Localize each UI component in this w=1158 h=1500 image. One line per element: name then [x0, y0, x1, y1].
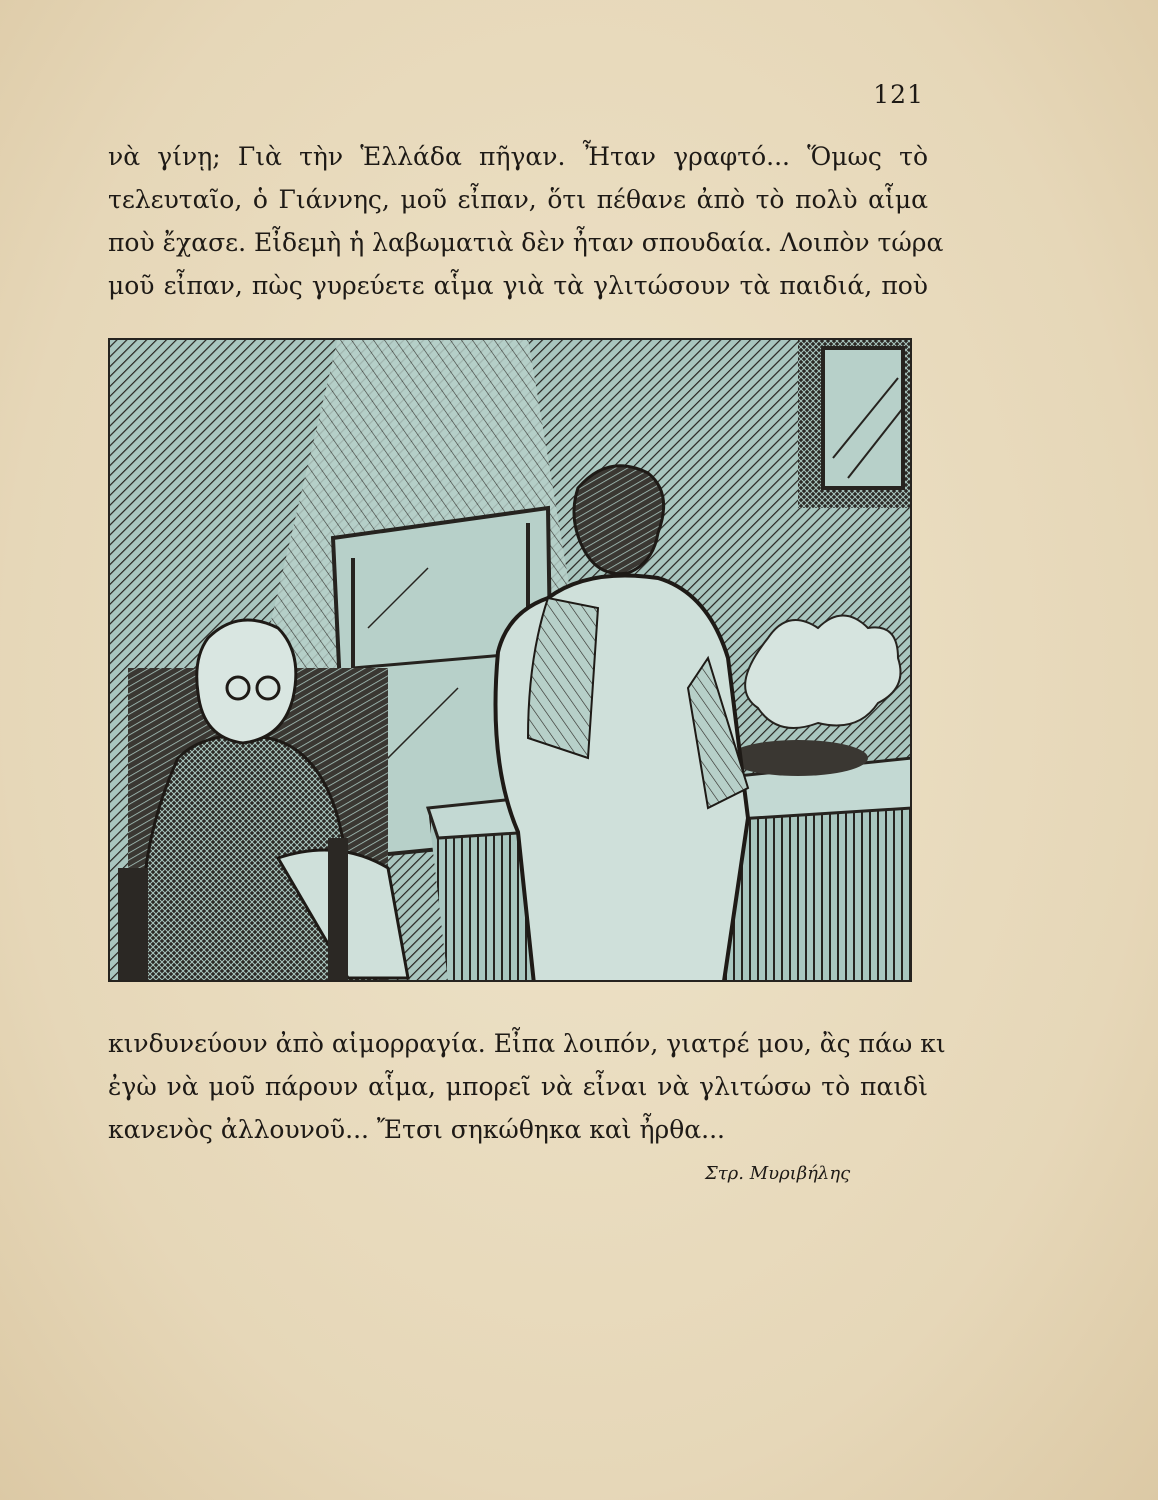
text-line: μοῦ εἶπαν, πὼς γυρεύετε αἷμα γιὰ τὰ γλιτώσουν τὰ παιδιά, ποὺ [108, 271, 928, 300]
text-line: κινδυνεύουν ἀπὸ αἱμορραγία. Εἶπα λοιπόν, γιατρέ μου, ἂς πάω κι [108, 1029, 946, 1058]
text-line: ἐγὼ νὰ μοῦ πάρουν αἷμα, μπορεῖ νὰ εἶναι νὰ γλιτώσω τὸ παιδὶ [108, 1072, 928, 1101]
paragraph-top [108, 135, 944, 307]
text-line: κανενὸς ἀλλουνοῦ... Ἔτσι σηκώθηκα καὶ ἦρθα... [108, 1115, 726, 1144]
page-number: 121 [873, 80, 924, 109]
illustration [108, 338, 912, 982]
author-signature: Στρ. Μυριβήλης [705, 1163, 851, 1184]
illustration-drawing [108, 338, 912, 982]
paragraph-bottom [108, 1022, 946, 1151]
text-line: νὰ γίνῃ; Γιὰ τὴν Ἑλλάδα πῆγαν. Ἦταν γραφτό... Ὅμως τὸ [108, 142, 928, 171]
text-line: ποὺ ἔχασε. Εἶδεμὴ ἡ λαβωματιὰ δὲν ἦταν σπουδαία. Λοιπὸν τώρα [108, 228, 944, 257]
text-line: τελευταῖο, ὁ Γιάννης, μοῦ εἶπαν, ὅτι πέθανε ἀπὸ τὸ πολὺ αἷμα [108, 185, 928, 214]
